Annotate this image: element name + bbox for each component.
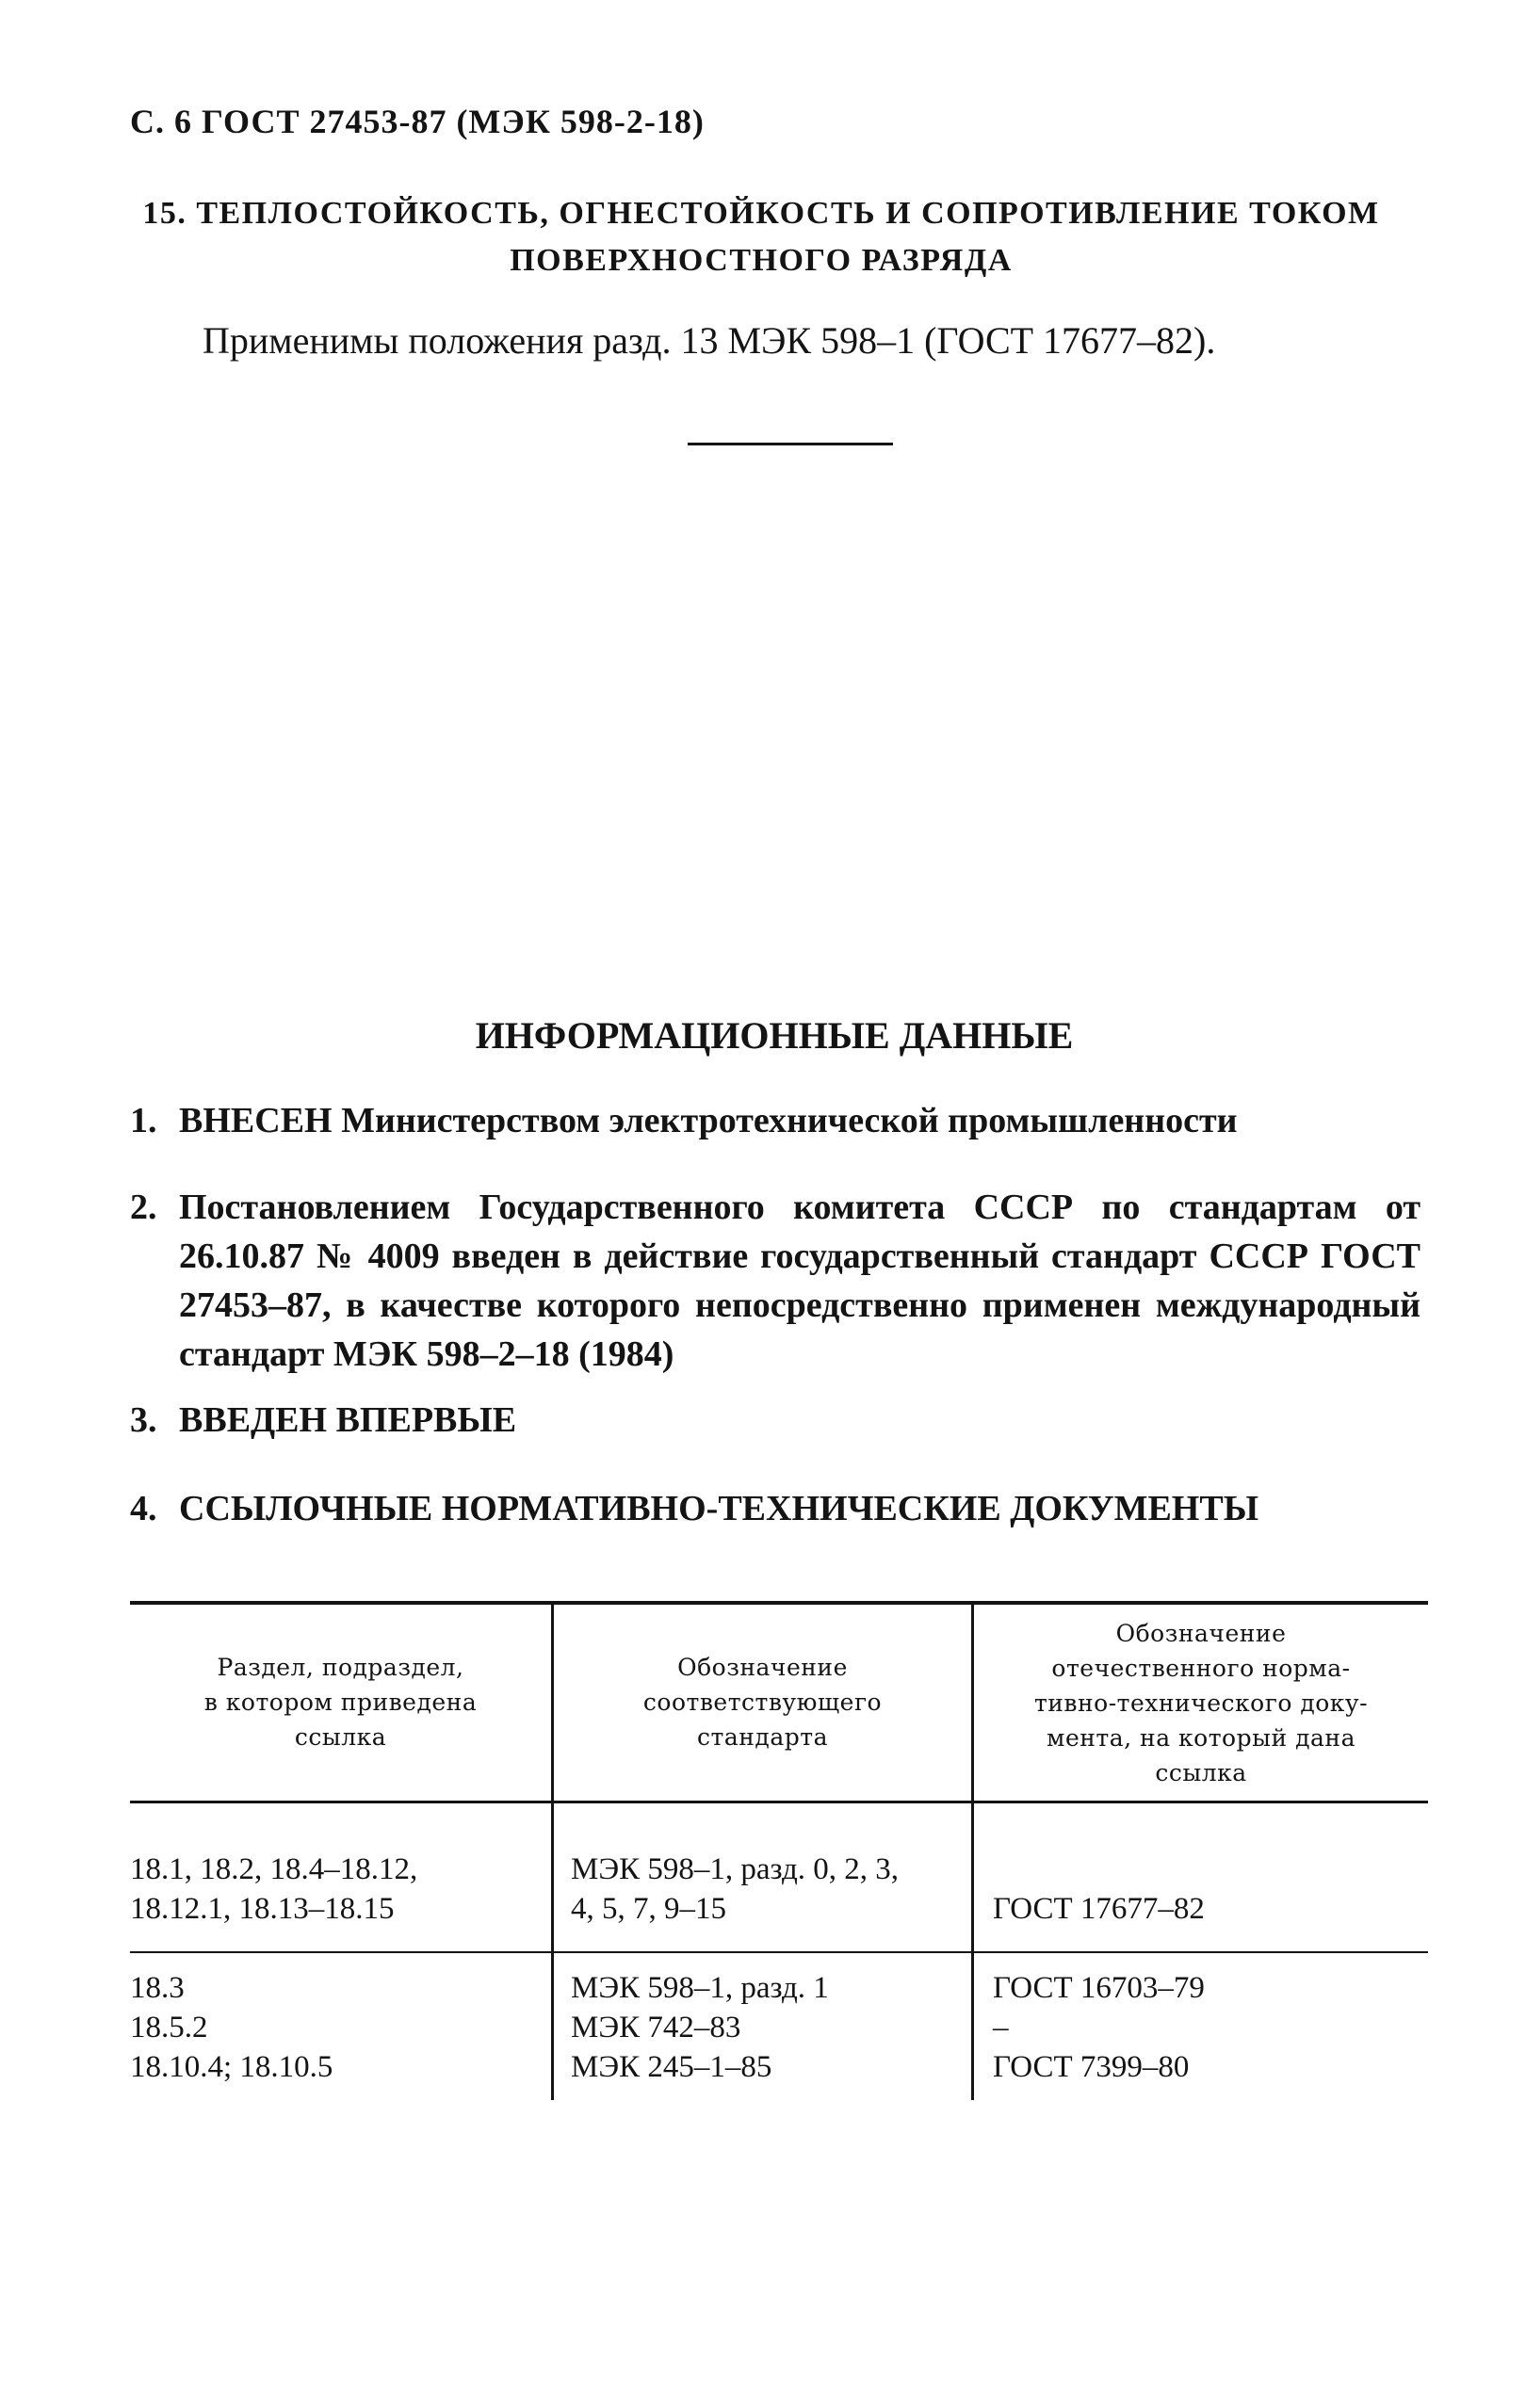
section-title-line1: 15. ТЕПЛОСТОЙКОСТЬ, ОГНЕСТОЙКОСТЬ И СОПРОТИВЛЕНИЕ ТОКОМ	[142, 196, 1380, 231]
divider	[688, 443, 893, 445]
info-item	[130, 1183, 1419, 1381]
table-cell: МЭК 598–1, разд. 0, 2, 3, 4, 5, 7, 9–15	[571, 1852, 900, 1926]
info-heading: ИНФОРМАЦИОННЫЕ ДАННЫЕ	[475, 1014, 1074, 1057]
table-header-national-doc: Обозначение отечественного норма- тивно-технического доку- мента, на который дана ссылка	[1033, 1620, 1369, 1786]
table-cell: 18.3 18.5.2 18.10.4; 18.10.5	[130, 1971, 333, 2084]
table-cell: 18.1, 18.2, 18.4–18.12, 18.12.1, 18.13–18.15	[130, 1852, 418, 1926]
info-item-text: ВВЕДЕН ВПЕРВЫЕ	[179, 1400, 517, 1440]
info-item-text: ССЫЛОЧНЫЕ НОРМАТИВНО-ТЕХНИЧЕСКИЕ ДОКУМЕНТЫ	[179, 1489, 1259, 1528]
section-title	[130, 190, 1392, 284]
table-header-section: Раздел, подраздел, в котором приведена ссылка	[203, 1654, 478, 1751]
table-cell: ГОСТ 16703–79 – ГОСТ 7399–80	[993, 1971, 1205, 2084]
table-rule-top	[130, 1601, 1428, 1605]
info-item-number: 2.	[130, 1188, 157, 1227]
info-item-number: 4.	[130, 1489, 157, 1528]
page-header: С. 6 ГОСТ 27453-87 (МЭК 598-2-18)	[130, 103, 705, 140]
table-rule-header	[130, 1801, 1428, 1803]
table-rule-row	[130, 1951, 1428, 1953]
table-cell: ГОСТ 17677–82	[993, 1892, 1205, 1926]
info-item-number: 3.	[130, 1400, 157, 1440]
section-title-line2: ПОВЕРХНОСТНОГО РАЗРЯДА	[510, 243, 1013, 278]
info-item-text: ВНЕСЕН Министерством электротехнической промышленности	[179, 1101, 1238, 1140]
info-item-number: 1.	[130, 1101, 157, 1140]
table-cell: МЭК 598–1, разд. 1 МЭК 742–83 МЭК 245–1–85	[571, 1971, 829, 2084]
reference-table	[130, 1601, 1428, 2100]
section-body: Применимы положения разд. 13 МЭК 598–1 (ГОСТ 17677–82).	[203, 319, 1216, 362]
table-header-standard: Обозначение соответствующего стандарта	[642, 1654, 883, 1751]
info-item-text: Постановлением Государственного комитета СССР по стандартам от 26.10.87 № 4009 введен в действие государственный стандарт СССР ГОСТ 27453–87, в качестве которого непосредственно применен международный стандарт МЭК 598–2–18 (1984)	[179, 1188, 1420, 1374]
